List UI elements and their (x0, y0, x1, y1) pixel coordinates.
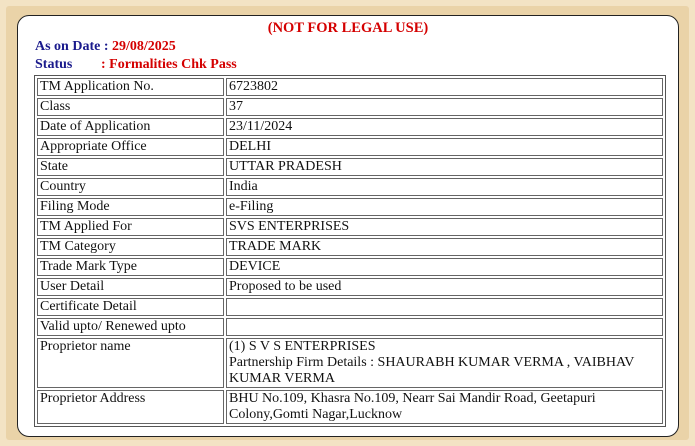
status-value: Formalities Chk Pass (109, 57, 237, 72)
row-label: State (37, 158, 224, 176)
table-row (37, 238, 663, 256)
row-label: Certificate Detail (37, 298, 224, 316)
row-value: UTTAR PRADESH (226, 158, 663, 176)
row-value: 37 (226, 98, 663, 116)
table-row (37, 218, 663, 236)
row-value (226, 318, 663, 336)
table-row (37, 258, 663, 276)
row-value (226, 298, 663, 316)
table-row (37, 338, 663, 388)
table-row (37, 278, 663, 296)
table-row (37, 198, 663, 216)
row-label: Class (37, 98, 224, 116)
row-value: 23/11/2024 (226, 118, 663, 136)
table-row (37, 138, 663, 156)
table-row (37, 78, 663, 96)
row-value: DELHI (226, 138, 663, 156)
row-label: Country (37, 178, 224, 196)
row-label: Proprietor name (37, 338, 224, 388)
row-value: 6723802 (226, 78, 663, 96)
partnership-details: Partnership Firm Details : SHAURABH KUMAR VERMA , VAIBHAV KUMAR VERMA (229, 355, 635, 386)
row-label: TM Category (37, 238, 224, 256)
table-row (37, 298, 663, 316)
table-row (37, 118, 663, 136)
status-line (35, 57, 237, 73)
row-value: TRADE MARK (226, 238, 663, 256)
proprietor-address: BHU No.109, Khasra No.109, Nearr Sai Mandir Road, Geetapuri Colony,Gomti Nagar,Lucknow (229, 391, 596, 422)
table-row (37, 178, 663, 196)
row-value: DEVICE (226, 258, 663, 276)
application-details-table (34, 75, 666, 427)
row-label: Date of Application (37, 118, 224, 136)
table-row (37, 390, 663, 424)
table-row (37, 318, 663, 336)
table-row (37, 98, 663, 116)
row-label: Appropriate Office (37, 138, 224, 156)
row-value (226, 338, 663, 388)
status-separator: : (101, 57, 106, 72)
application-status-card (17, 15, 679, 437)
row-label: Filing Mode (37, 198, 224, 216)
row-label: Proprietor Address (37, 390, 224, 424)
row-label: TM Applied For (37, 218, 224, 236)
row-value: SVS ENTERPRISES (226, 218, 663, 236)
proprietor-entry: (1) S V S ENTERPRISES (229, 339, 376, 354)
row-label: User Detail (37, 278, 224, 296)
status-label: Status (35, 57, 73, 72)
row-value: e-Filing (226, 198, 663, 216)
legal-disclaimer: (NOT FOR LEGAL USE) (267, 20, 429, 36)
row-label: TM Application No. (37, 78, 224, 96)
row-value: Proposed to be used (226, 278, 663, 296)
row-label: Trade Mark Type (37, 258, 224, 276)
row-label: Valid upto/ Renewed upto (37, 318, 224, 336)
table-row (37, 158, 663, 176)
row-value (226, 390, 663, 424)
row-value: India (226, 178, 663, 196)
as-on-label: As on Date : (35, 39, 109, 54)
as-on-value: 29/08/2025 (112, 39, 176, 54)
as-on-date (35, 39, 176, 55)
